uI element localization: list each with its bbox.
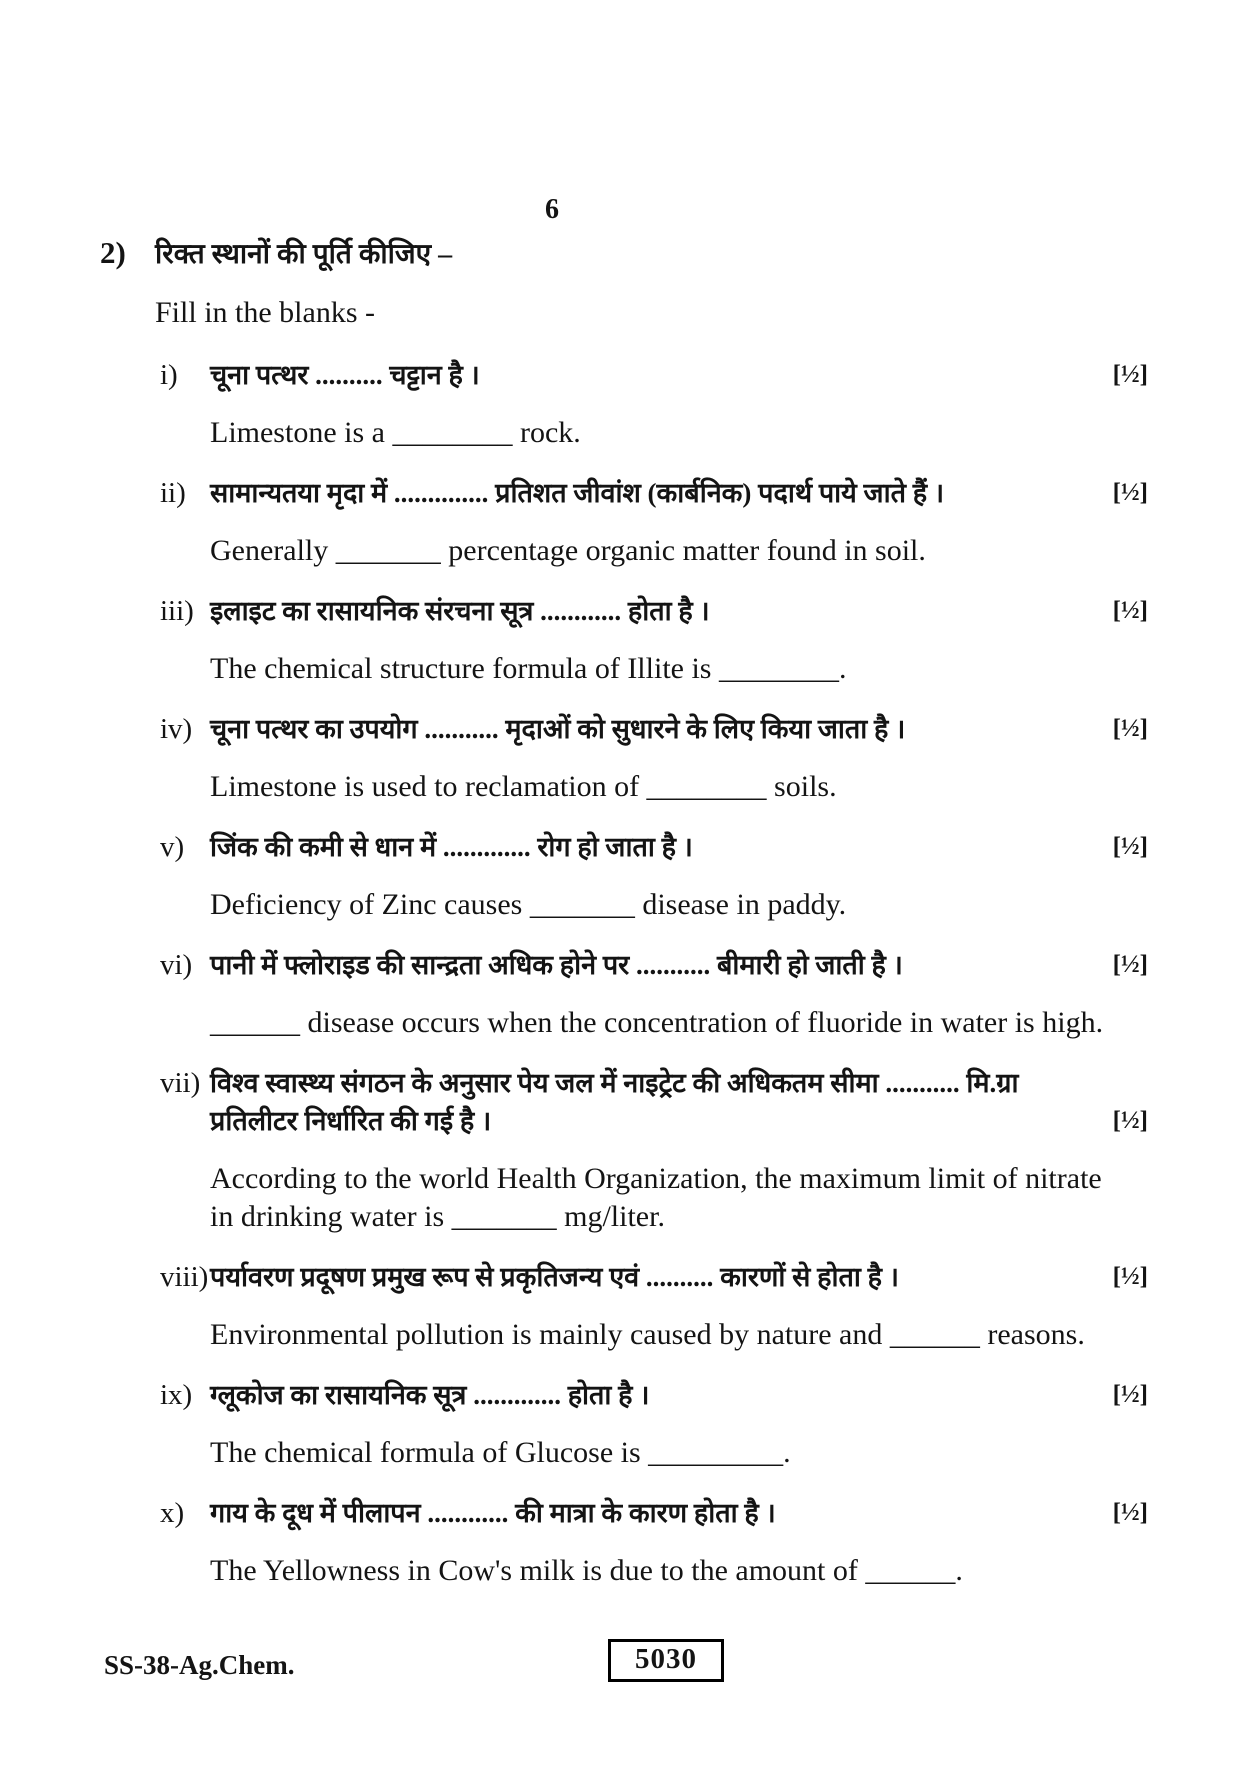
item-text-hindi: चूना पत्थर .......... चट्टान है । (210, 360, 480, 390)
item-text-english: Limestone is a ________ rock. (210, 416, 581, 449)
item-text-hindi: पानी में फ्लोराइड की सान्द्रता अधिक होने पर ........... बीमारी हो जाती है । (210, 950, 903, 980)
item-number: ix) (160, 1379, 193, 1411)
item-text-english: Deficiency of Zinc causes _______ disease in paddy. (210, 888, 847, 921)
fill-blank-item (160, 1494, 1148, 1590)
serial-number-box: 5030 (608, 1639, 724, 1682)
item-hindi-row (160, 710, 1148, 748)
fill-blank-item (160, 946, 1148, 1042)
item-text-hindi: सामान्यतया मृदा में .............. प्रतिशत जीवांश (कार्बनिक) पदार्थ पाये जाते हैं । (210, 478, 945, 508)
item-text-hindi: चूना पत्थर का उपयोग ........... मृदाओं को सुधारने के लिए किया जाता है । (210, 714, 906, 744)
item-text-hindi: विश्व स्वास्थ्य संगठन के अनुसार पेय जल में नाइट्रेट की अधिकतम सीमा ........... मि.ग्रा प्रतिलीटर निर्धारित की गई है । (210, 1068, 1019, 1136)
item-hindi-row (160, 356, 1148, 394)
item-marks: [½] (1112, 833, 1148, 860)
question-heading (100, 234, 452, 272)
item-marks: [½] (1112, 597, 1148, 624)
question-title-hindi: रिक्त स्थानों की पूर्ति कीजिए – (155, 239, 453, 270)
fill-blank-item (160, 710, 1148, 806)
item-hindi-row (160, 1376, 1148, 1414)
item-hindi-row (160, 828, 1148, 866)
item-hindi-row (160, 1494, 1148, 1532)
fill-blank-item (160, 474, 1148, 570)
item-text-english: Generally _______ percentage organic matter found in soil. (210, 534, 926, 567)
item-number: ii) (160, 477, 186, 509)
item-text-english: The chemical structure formula of Illite is ________. (210, 652, 847, 685)
item-text-english: ______ disease occurs when the concentration of fluoride in water is high. (210, 1006, 1104, 1039)
item-marks: [½] (1112, 361, 1148, 388)
item-hindi-row (160, 1064, 1148, 1140)
item-number: v) (160, 831, 185, 863)
item-marks: [½] (1112, 1107, 1148, 1134)
item-text-hindi: पर्यावरण प्रदूषण प्रमुख रूप से प्रकृतिजन्य एवं .......... कारणों से होता है । (210, 1262, 899, 1292)
item-number: iii) (160, 595, 194, 627)
item-hindi-row (160, 1258, 1148, 1296)
item-text-english: Environmental pollution is mainly caused by nature and ______ reasons. (210, 1318, 1085, 1351)
item-number: x) (160, 1497, 185, 1529)
item-text-english: The chemical formula of Glucose is _________. (210, 1436, 791, 1469)
item-marks: [½] (1112, 951, 1148, 978)
item-text-english: The Yellowness in Cow's milk is due to the amount of ______. (210, 1554, 963, 1587)
item-text-hindi: इलाइट का रासायनिक संरचना सूत्र ............ होता है । (210, 596, 710, 626)
item-text-hindi: गाय के दूध में पीलापन ............ की मात्रा के कारण होता है । (210, 1498, 776, 1528)
page-number: 6 (545, 194, 559, 225)
item-marks: [½] (1112, 1381, 1148, 1408)
fill-blank-item (160, 1258, 1148, 1354)
fill-blank-item (160, 356, 1148, 452)
item-number: viii) (160, 1261, 209, 1293)
item-number: i) (160, 359, 178, 391)
paper-code: SS-38-Ag.Chem. (104, 1650, 295, 1680)
fill-blank-item (160, 1064, 1148, 1236)
fill-blank-item (160, 828, 1148, 924)
item-number: vi) (160, 949, 193, 981)
item-number: iv) (160, 713, 193, 745)
item-text-english: According to the world Health Organization, the maximum limit of nitrate in drinking water is _______ mg/liter. (210, 1162, 1102, 1233)
item-text-hindi: जिंक की कमी से धान में ............. रोग हो जाता है । (210, 832, 693, 862)
fill-blank-item (160, 592, 1148, 688)
item-hindi-row (160, 592, 1148, 630)
item-hindi-row (160, 946, 1148, 984)
item-marks: [½] (1112, 715, 1148, 742)
item-number: vii) (160, 1067, 201, 1099)
item-marks: [½] (1112, 1499, 1148, 1526)
item-text-hindi: ग्लूकोज का रासायनिक सूत्र ............. होता है । (210, 1380, 650, 1410)
item-hindi-row (160, 474, 1148, 512)
item-marks: [½] (1112, 1263, 1148, 1290)
item-marks: [½] (1112, 479, 1148, 506)
fill-blank-list (160, 356, 1148, 1590)
fill-blank-item (160, 1376, 1148, 1472)
question-number: 2) (100, 235, 126, 270)
item-text-english: Limestone is used to reclamation of ________ soils. (210, 770, 837, 803)
question-title-english: Fill in the blanks - (155, 296, 375, 329)
